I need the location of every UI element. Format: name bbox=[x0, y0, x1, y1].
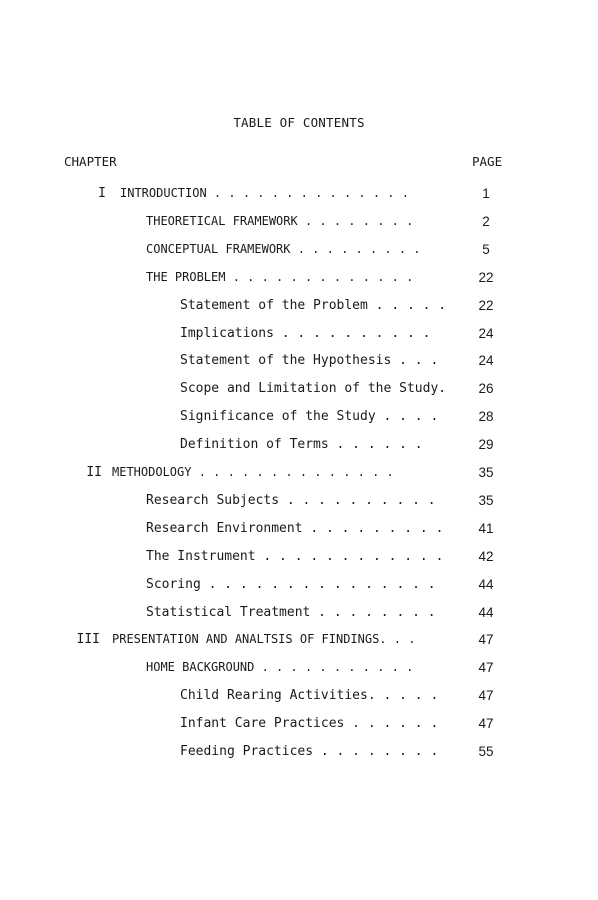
entry-page-number: 5 bbox=[482, 241, 490, 257]
entry-title: THEORETICAL FRAMEWORK . . . . . . . . bbox=[146, 213, 414, 228]
toc-entry bbox=[0, 660, 598, 680]
entry-page-number: 42 bbox=[478, 548, 494, 564]
toc-entry bbox=[0, 270, 598, 290]
toc-entry bbox=[0, 326, 598, 346]
entry-page-number: 47 bbox=[478, 632, 494, 648]
entry-title: Research Subjects . . . . . . . . . . bbox=[146, 492, 436, 508]
entry-page-number: 26 bbox=[478, 381, 494, 397]
entry-title: INTRODUCTION . . . . . . . . . . . . . . bbox=[120, 186, 409, 200]
entry-title: THE PROBLEM . . . . . . . . . . . . . bbox=[146, 269, 414, 284]
entry-title: Child Rearing Activities. . . . . bbox=[180, 688, 439, 704]
entry-page-number: 28 bbox=[478, 409, 494, 425]
page-column-header: PAGE bbox=[472, 154, 503, 169]
entry-page-number: 55 bbox=[478, 744, 494, 759]
entry-page-number: 29 bbox=[478, 437, 494, 453]
chapter-number: II bbox=[86, 465, 102, 480]
entry-title: Research Environment . . . . . . . . . bbox=[146, 520, 444, 536]
entry-page-number: 35 bbox=[478, 492, 494, 508]
entry-title: Implications . . . . . . . . . . bbox=[180, 325, 431, 341]
entry-page-number: 47 bbox=[478, 688, 494, 704]
toc-entry bbox=[0, 744, 598, 764]
entry-title: Statistical Treatment . . . . . . . . bbox=[146, 604, 436, 620]
toc-entry bbox=[0, 605, 598, 625]
toc-entry bbox=[0, 214, 598, 234]
entry-page-number: 44 bbox=[478, 604, 494, 620]
entry-title: Feeding Practices . . . . . . . . bbox=[180, 744, 439, 759]
entry-title: Scope and Limitation of the Study. bbox=[180, 381, 447, 397]
toc-entry bbox=[0, 409, 598, 429]
entry-title: PRESENTATION AND ANALTSIS OF FINDINGS. . . bbox=[112, 632, 416, 647]
chapter-number: I bbox=[98, 186, 106, 201]
entry-title: Scoring . . . . . . . . . . . . . . . bbox=[146, 576, 436, 592]
toc-entry bbox=[0, 465, 598, 485]
entry-page-number: 1 bbox=[482, 186, 490, 201]
toc-entry bbox=[0, 381, 598, 401]
entry-title: Infant Care Practices . . . . . . bbox=[180, 716, 439, 732]
entry-page-number: 41 bbox=[478, 520, 494, 536]
entry-page-number: 24 bbox=[478, 353, 494, 369]
toc-entry bbox=[0, 577, 598, 597]
entry-page-number: 47 bbox=[478, 716, 494, 732]
entry-page-number: 44 bbox=[478, 576, 494, 592]
entry-page-number: 47 bbox=[478, 660, 494, 676]
entry-title: The Instrument . . . . . . . . . . . . bbox=[146, 548, 444, 564]
entry-page-number: 35 bbox=[478, 465, 494, 480]
toc-entry bbox=[0, 688, 598, 708]
entry-title: Statement of the Problem . . . . . bbox=[180, 297, 447, 313]
toc-entry bbox=[0, 437, 598, 457]
toc-entry bbox=[0, 716, 598, 736]
entry-title: Definition of Terms . . . . . . bbox=[180, 437, 423, 453]
entry-page-number: 24 bbox=[478, 325, 494, 341]
entry-page-number: 22 bbox=[478, 297, 494, 313]
entry-title: METHODOLOGY . . . . . . . . . . . . . . bbox=[112, 465, 394, 479]
entry-title: CONCEPTUAL FRAMEWORK . . . . . . . . . bbox=[146, 241, 421, 256]
chapter-column-header: CHAPTER bbox=[64, 154, 117, 169]
toc-entry bbox=[0, 242, 598, 262]
toc-entry bbox=[0, 298, 598, 318]
entry-page-number: 2 bbox=[482, 213, 490, 229]
toc-entry bbox=[0, 493, 598, 513]
toc-entry bbox=[0, 521, 598, 541]
entry-title: Statement of the Hypothesis . . . bbox=[180, 353, 439, 369]
entry-page-number: 22 bbox=[478, 269, 494, 285]
chapter-number: III bbox=[76, 632, 100, 648]
entry-title: HOME BACKGROUND . . . . . . . . . . . bbox=[146, 660, 414, 675]
toc-entry bbox=[0, 632, 598, 652]
toc-entry bbox=[0, 549, 598, 569]
toc-entry bbox=[0, 186, 598, 206]
toc-entry bbox=[0, 353, 598, 373]
entry-title: Significance of the Study . . . . bbox=[180, 409, 439, 425]
page-title: TABLE OF CONTENTS bbox=[233, 115, 365, 130]
